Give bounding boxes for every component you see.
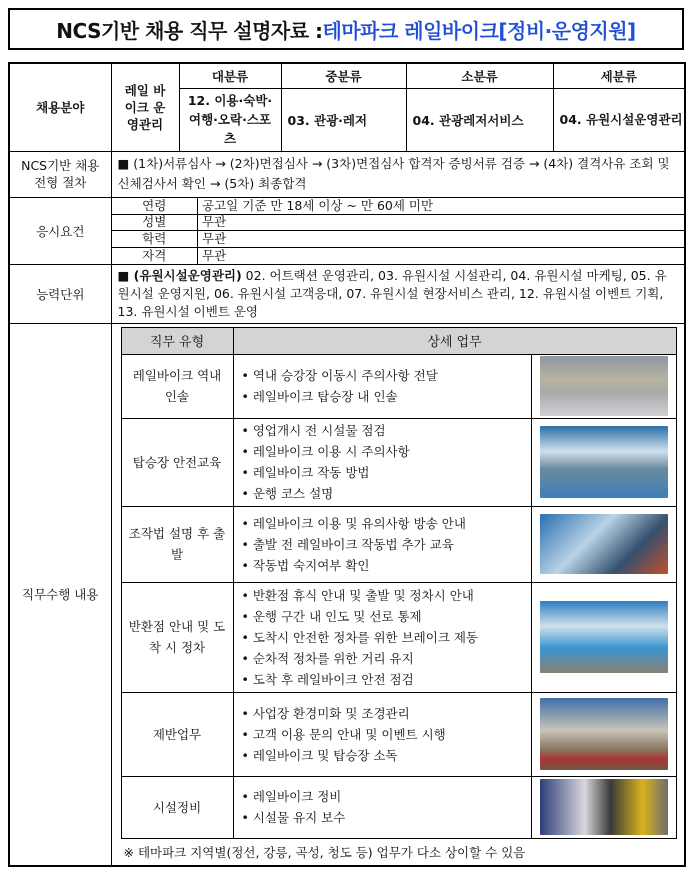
field-name: 레일 바이크 운영관리 xyxy=(111,63,179,151)
value-minor: 04. 관광레저서비스 xyxy=(406,88,553,151)
ability-text: ■ (유원시설운영관리) 02. 어트랙션 운영관리, 03. 유원시설 시설관리, 04. 유원시설 마케팅, 05. 유원시설 운영지원, 06. 유원시설 고객응대, 07. 유원시설 현장서비스 관리, 12. 유원시설 이벤트 기획, 13. 유원시설 이벤트 운영 xyxy=(111,264,685,323)
value-major: 12. 이용·숙박·여행·오락·스포츠 xyxy=(179,88,281,151)
duty-row: 조작법 설명 후 출발 • 레일바이크 이용 및 유의사항 방송 안내 • 출발 전 레일바이크 작동법 추가 교육 • 작동법 숙지여부 확인 xyxy=(121,506,676,582)
duty-detail-header: 상세 업무 xyxy=(233,327,676,354)
duty-row: 탑승장 안전교육 • 영업개시 전 시설물 점검 • 레일바이크 이용 시 주의사항 • 레일바이크 작동 방법 • 운행 코스 설명 xyxy=(121,418,676,506)
duty-photo xyxy=(540,698,668,770)
value-detail: 04. 유원시설운영관리 xyxy=(553,88,685,151)
requirement-row: 연령 공고일 기준 만 18세 이상 ~ 만 60세 미만 xyxy=(112,198,685,215)
header-major: 대분류 xyxy=(179,63,281,88)
header-middle: 중분류 xyxy=(281,63,406,88)
header-detail: 세분류 xyxy=(553,63,685,88)
duty-row: 제반업무 • 사업장 환경미화 및 조경관리 • 고객 이용 문의 안내 및 이벤트 시행 • 레일바이크 및 탑승장 소독 xyxy=(121,692,676,776)
header-minor: 소분류 xyxy=(406,63,553,88)
requirement-row: 성별 무관 xyxy=(112,214,685,231)
page-title: NCS기반 채용 직무 설명자료 : 테마파크 레일바이크[정비·운영지원] xyxy=(8,8,684,50)
requirement-row: 자격 무관 xyxy=(112,247,685,264)
duty-row: 시설정비 • 레일바이크 정비 • 시설물 유지 보수 xyxy=(121,776,676,838)
requirement-row: 학력 무관 xyxy=(112,231,685,248)
field-label: 채용분야 xyxy=(9,63,111,151)
requirements-table xyxy=(112,198,685,264)
value-middle: 03. 관광·레저 xyxy=(281,88,406,151)
duty-type-header: 직무 유형 xyxy=(121,327,233,354)
duties-label: 직무수행 내용 xyxy=(9,323,111,866)
process-text: ■ (1차)서류심사 → (2차)면접심사 → (3차)면접심사 합격자 증빙서류 검증 → (4차) 결격사유 조회 및 신체검사서 확인 → (5차) 최종합격 xyxy=(111,151,685,197)
duty-row: 레일바이크 역내 인솔 • 역내 승강장 이동시 주의사항 전달 • 레일바이크 탑승장 내 인솔 xyxy=(121,354,676,418)
ability-label: 능력단위 xyxy=(9,264,111,323)
duty-photo xyxy=(540,779,668,835)
duty-row: 반환점 안내 및 도착 시 정차 • 반환점 휴식 안내 및 출발 및 정차시 안내 • 운행 구간 내 인도 및 선로 통제 • 도착시 안전한 정차를 위한 브레이크 제동 • 순차적 정차를 위한 거리 유지 • 도착 후 레일바이크 안전 점검 xyxy=(121,582,676,692)
duty-photo xyxy=(540,514,668,574)
requirements-label: 응시요건 xyxy=(9,197,111,264)
duty-photo xyxy=(540,426,668,498)
duties-table xyxy=(121,327,677,839)
job-description-table xyxy=(8,62,686,867)
title-highlight: 테마파크 레일바이크[정비·운영지원] xyxy=(322,18,636,43)
duty-photo xyxy=(540,356,668,416)
duty-photo xyxy=(540,601,668,673)
footnote: ※ 테마파크 지역별(정선, 강릉, 곡성, 청도 등) 업무가 다소 상이할 수 있음 xyxy=(123,844,526,860)
process-label: NCS기반 채용전형 절차 xyxy=(9,151,111,197)
